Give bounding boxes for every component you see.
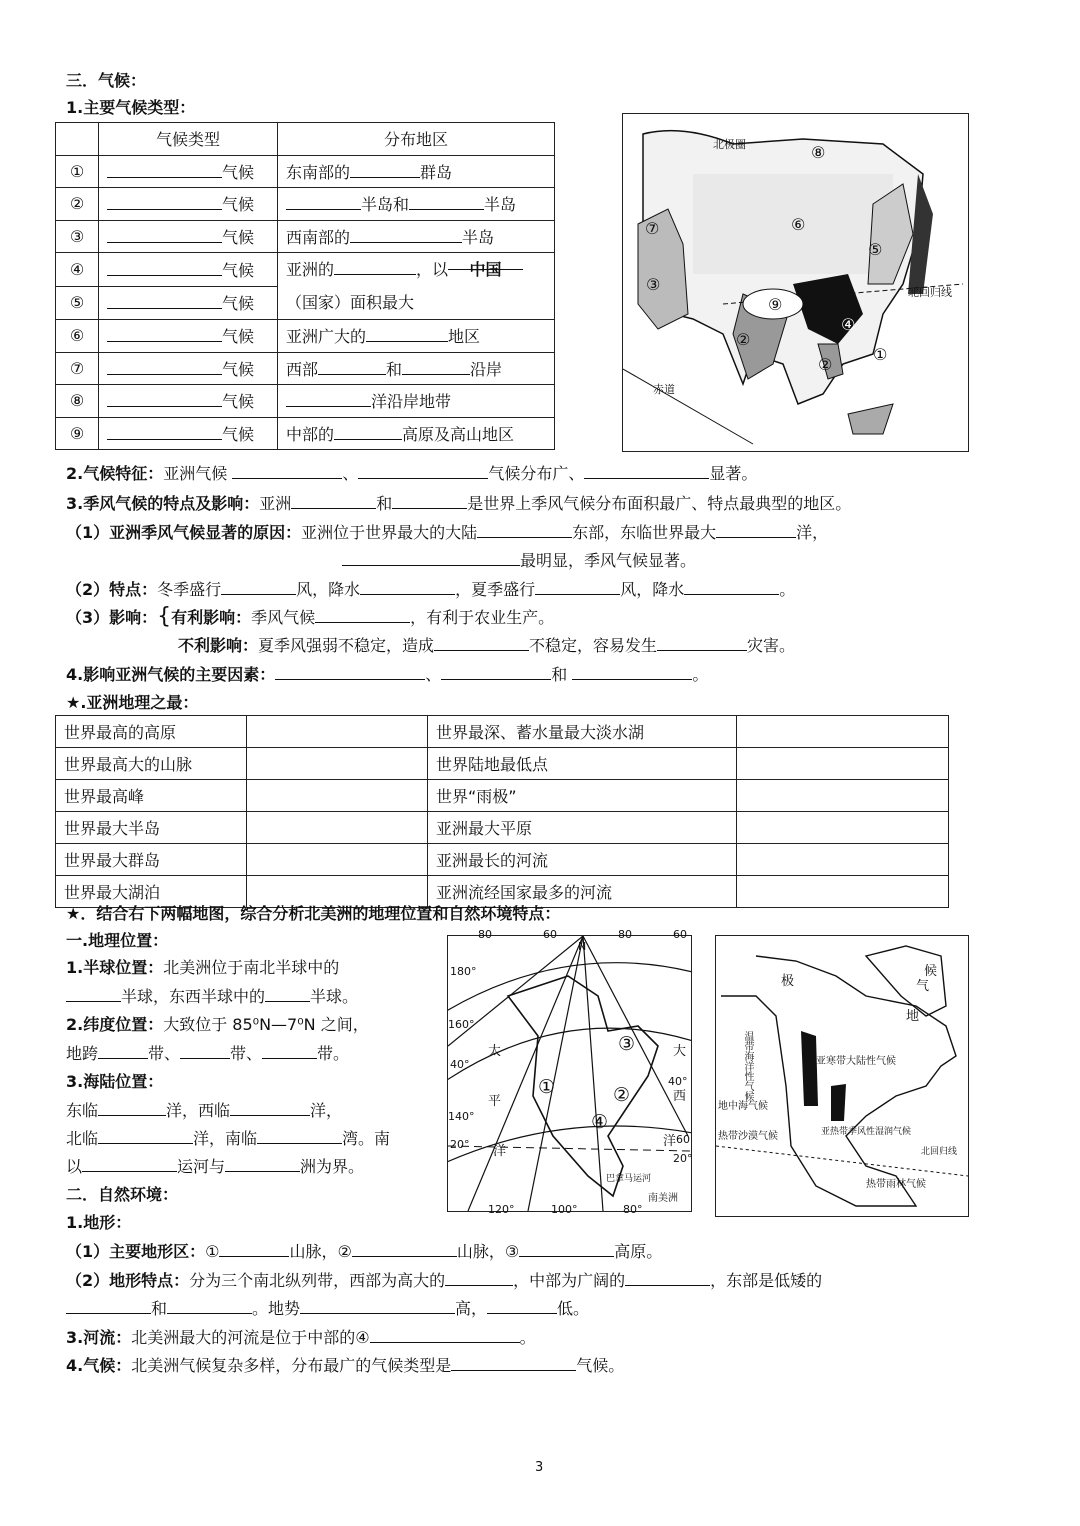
lat-line <box>66 1014 369 1036</box>
text: 亚洲的 <box>286 260 335 279</box>
na-title: ★．结合右下两幅地图，综合分析北美洲的地理位置和自然环境特点： <box>66 904 561 923</box>
text: 冬季盛行 <box>157 580 222 599</box>
text: 运河与 <box>177 1157 226 1176</box>
table-row <box>56 352 555 385</box>
text: 高原。 <box>614 1242 663 1261</box>
map-label: ② <box>736 330 751 349</box>
map-label: 80 <box>478 928 492 941</box>
text: 地跨 <box>66 1044 99 1063</box>
subsection-title: 1.主要气候类型： <box>66 98 196 117</box>
q3-reason <box>66 521 828 544</box>
page-number: 3 <box>535 1460 544 1475</box>
text: 北美洲最大的河流是位于中部的④ <box>131 1328 370 1347</box>
header-region: 分布地区 <box>278 123 555 156</box>
row-number: ② <box>56 188 99 221</box>
map-label: 60 <box>673 928 687 941</box>
map-label: ⑦ <box>645 219 660 238</box>
climate-line <box>66 1354 624 1377</box>
map-label: 地中海气候 <box>718 1101 768 1112</box>
text: 带、 <box>230 1044 263 1063</box>
text: 。 <box>519 1328 536 1347</box>
table-row <box>56 417 555 450</box>
map-label: 60 <box>543 928 557 941</box>
map-label: 地 <box>906 1009 920 1024</box>
q-head: 3.季风气候的特点及影响： <box>66 494 260 513</box>
q-head: 2.纬度位置： <box>66 1015 164 1034</box>
text: 亚洲广大的 <box>286 327 367 347</box>
q3-features <box>66 578 795 601</box>
north-america-location-map <box>447 928 693 1216</box>
text: 分为三个南北纵列带，西部为高大的 <box>189 1271 446 1290</box>
cell: 亚洲最大平原 <box>428 812 737 844</box>
na-s1: 一.地理位置： <box>66 931 169 950</box>
text: 西南部的 <box>286 227 351 247</box>
map-label: 大 <box>673 1044 687 1059</box>
cell: 世界最高大的山脉 <box>56 748 247 780</box>
text: 半岛 <box>484 195 517 215</box>
cell: 世界陆地最低点 <box>428 748 737 780</box>
map-label: 巴拿马运河 <box>606 1174 652 1184</box>
text: 。地势 <box>252 1299 301 1318</box>
row-number: ⑥ <box>56 320 99 353</box>
text: ，以 <box>416 260 449 279</box>
text: 半岛 <box>462 227 495 247</box>
table-row <box>56 780 949 812</box>
text: 和 <box>151 1299 168 1318</box>
map-label: 20° <box>673 1152 693 1165</box>
brace: { <box>157 604 172 629</box>
map-label: 热带雨林气候 <box>866 1179 926 1190</box>
q-head: 不利影响： <box>178 636 259 655</box>
cell: 世界最大群岛 <box>56 844 247 876</box>
text: （国家）面积最大 <box>286 293 415 312</box>
text: 夏季风强弱不稳定，造成 <box>258 636 435 655</box>
map-label: 180° <box>450 965 477 978</box>
terrain-line3 <box>66 1297 589 1320</box>
hemi-line <box>66 957 339 979</box>
map-label: 西 <box>673 1089 687 1104</box>
text: 山脉，③ <box>456 1242 520 1261</box>
text: 低。 <box>557 1299 590 1318</box>
text: 湾。南 <box>342 1129 391 1148</box>
map-label: ① <box>873 345 888 364</box>
sea-line3 <box>66 1155 364 1178</box>
map-label: 极 <box>781 974 795 989</box>
q-head: 4.气候： <box>66 1356 132 1375</box>
text: 东临 <box>66 1101 99 1120</box>
map-label: 160° <box>448 1018 475 1031</box>
asia-climate-map <box>622 113 969 452</box>
cell: 世界最深、蓄水量最大淡水湖 <box>428 716 737 748</box>
text: 洋沿岸地带 <box>371 392 452 412</box>
q-head: （3）影响： <box>66 608 158 627</box>
map-label: ② <box>613 1084 631 1106</box>
sea-line1 <box>66 1099 342 1122</box>
text: ① <box>205 1242 220 1261</box>
text: 风，降水 <box>296 580 361 599</box>
map-label: 南美洲 <box>648 1193 678 1204</box>
terrain-head: 1.地形： <box>66 1213 132 1232</box>
map-label: ② <box>818 355 833 374</box>
q-head: 2.气候特征： <box>66 464 164 483</box>
text: 山脉，② <box>289 1242 352 1261</box>
north-america-climate-map <box>715 935 969 1217</box>
table-row <box>56 385 555 418</box>
cell: 世界最高峰 <box>56 780 247 812</box>
filled-answer: 中国 <box>448 253 523 270</box>
map-label: 洋 <box>663 1134 677 1149</box>
records-title: ★.亚洲地理之最： <box>66 693 199 712</box>
terrain-line1 <box>66 1240 662 1263</box>
text: 最明显，季风气候显著。 <box>520 551 697 570</box>
map-label: ③ <box>618 1033 636 1055</box>
map-label-arctic: 北极圈 <box>713 138 746 151</box>
map-label: ④ <box>841 315 856 334</box>
q3-impact-neg <box>178 634 795 657</box>
text: 。 <box>779 580 796 599</box>
map-label: ⑨ <box>768 295 783 314</box>
suffix: 气候 <box>222 260 255 280</box>
suffix: 气候 <box>222 294 255 314</box>
map-label: 100° <box>551 1203 578 1216</box>
q-head: 4.影响亚洲气候的主要因素： <box>66 665 276 684</box>
map-label: N <box>578 940 587 953</box>
text: 带、 <box>148 1044 181 1063</box>
text: 亚洲 <box>259 494 292 513</box>
q-head: （2）特点： <box>66 580 158 599</box>
map-label: 80° <box>623 1203 643 1216</box>
text: 亚洲位于世界最大的大陆 <box>301 523 478 542</box>
map-label: 亚寒带大陆性气候 <box>816 1056 896 1067</box>
q-head: 有利影响： <box>171 608 252 627</box>
map-label: 60 <box>676 1133 690 1146</box>
text: ，东部是低矮的 <box>710 1271 823 1290</box>
text: 和 <box>376 494 393 513</box>
map-label: 北回归线 <box>921 1147 958 1157</box>
text: 东部，东临世界最大 <box>572 523 717 542</box>
q-head: （1）主要地形区： <box>66 1242 206 1261</box>
map-label: 热带沙漠气候 <box>718 1131 778 1142</box>
text: 和 <box>551 665 568 684</box>
header-climate-type: 气候类型 <box>99 123 278 156</box>
suffix: 气候 <box>222 227 255 247</box>
table-row <box>56 155 555 188</box>
map-label: 40° <box>450 1058 470 1071</box>
row-number: ① <box>56 155 99 188</box>
suffix: 气候 <box>222 424 255 444</box>
q-head: 1.半球位置： <box>66 958 164 977</box>
suffix: 气候 <box>222 327 255 347</box>
row-number: ⑤ <box>56 286 99 320</box>
q3-line <box>66 492 851 515</box>
table-row <box>56 812 949 844</box>
text: ，中部为广阔的 <box>513 1271 626 1290</box>
q-head: （1）亚洲季风气候显著的原因： <box>66 523 302 542</box>
text: 洋， <box>796 523 829 542</box>
row-number: ③ <box>56 220 99 253</box>
map-label: 120° <box>488 1203 515 1216</box>
suffix: 气候 <box>222 162 255 182</box>
climate-types-table <box>55 122 555 450</box>
map-label: 80 <box>618 928 632 941</box>
text: 半球。 <box>310 987 359 1006</box>
sea-head: 3.海陆位置： <box>66 1072 164 1091</box>
na-s2: 二．自然环境： <box>66 1185 179 1204</box>
asia-records-table <box>55 715 949 908</box>
text: ，有利于农业生产。 <box>410 608 555 627</box>
text: 和 <box>386 359 403 379</box>
suffix: 气候 <box>222 359 255 379</box>
map-label: 温带海洋性气候 <box>742 1031 753 1101</box>
q3-impact <box>66 606 554 629</box>
map-label: 候 <box>924 964 938 979</box>
text: 、 <box>425 665 442 684</box>
map-label-tropic: 北回归线 <box>908 286 952 299</box>
map-label: ③ <box>646 275 661 294</box>
map-label: ① <box>538 1076 556 1098</box>
text: 季风气候 <box>251 608 316 627</box>
sea-line2 <box>66 1127 390 1150</box>
map-label-equator: 赤道 <box>653 383 675 396</box>
map-label: 140° <box>448 1110 475 1123</box>
text: 半岛和 <box>361 195 410 215</box>
text: 大致位于 85⁰N—7⁰N 之间， <box>163 1015 369 1034</box>
text: 沿岸 <box>470 359 503 379</box>
row-number: ⑦ <box>56 352 99 385</box>
text: 高， <box>455 1299 488 1318</box>
map-label: 太 <box>488 1044 502 1059</box>
text: 洋，西临 <box>166 1101 231 1120</box>
q4-line <box>66 663 708 686</box>
map-label: 洋 <box>493 1144 507 1159</box>
map-label: 平 <box>488 1094 502 1109</box>
map-label: 20° <box>450 1138 470 1151</box>
text: 洲为界。 <box>300 1157 365 1176</box>
text: 西部 <box>286 359 319 379</box>
table-row <box>56 253 555 287</box>
terrain-line2 <box>66 1269 822 1292</box>
lat-line2 <box>66 1042 349 1065</box>
text: 不稳定，容易发生 <box>529 636 658 655</box>
text: 东南部的 <box>286 162 351 182</box>
map-label: ⑤ <box>868 240 883 259</box>
cell: 世界“雨极” <box>428 780 737 812</box>
suffix: 气候 <box>222 392 255 412</box>
table-row <box>56 716 949 748</box>
map-label: 气 <box>916 979 930 994</box>
cell: 亚洲流经国家最多的河流 <box>428 876 737 908</box>
table-row <box>56 220 555 253</box>
map-label: ⑥ <box>791 215 806 234</box>
cell: 亚洲最长的河流 <box>428 844 737 876</box>
q2-line <box>66 462 757 485</box>
text: 、 <box>342 464 359 483</box>
cell: 世界最大半岛 <box>56 812 247 844</box>
table-row <box>56 320 555 353</box>
text: 带。 <box>317 1044 350 1063</box>
text: 洋，南临 <box>193 1129 258 1148</box>
text: 以 <box>66 1157 83 1176</box>
table-row <box>56 844 949 876</box>
text: 北美洲位于南北半球中的 <box>163 958 340 977</box>
river-line <box>66 1326 536 1349</box>
text: 亚洲气候 <box>163 464 228 483</box>
text: 群岛 <box>420 162 453 182</box>
text: 气候分布广、 <box>488 464 585 483</box>
map-label: ⑧ <box>811 143 826 162</box>
text: 半球，东西半球中的 <box>121 987 266 1006</box>
row-number: ④ <box>56 253 99 287</box>
row-number: ⑨ <box>56 417 99 450</box>
map-label: 亚热带季风性湿润气候 <box>821 1127 912 1137</box>
map-label: ④ <box>591 1111 609 1133</box>
text: 显著。 <box>709 464 758 483</box>
text: 风，降水 <box>620 580 685 599</box>
text: 是世界上季风气候分布面积最广、特点最典型的地区。 <box>467 494 852 513</box>
row-number: ⑧ <box>56 385 99 418</box>
q3-reason-cont <box>342 549 696 572</box>
text: 。 <box>692 665 709 684</box>
table-row <box>56 188 555 221</box>
q-head: 3.河流： <box>66 1328 132 1347</box>
text: 高原及高山地区 <box>402 424 515 444</box>
text: 洋， <box>310 1101 343 1120</box>
table-row <box>56 748 949 780</box>
section-title: 三．气候： <box>66 71 147 90</box>
hemi-line2 <box>66 985 358 1008</box>
cell: 世界最高的高原 <box>56 716 247 748</box>
q-head: （2）地形特点： <box>66 1271 190 1290</box>
na-map-drawing <box>448 936 691 1211</box>
map-label: 40° <box>668 1075 688 1088</box>
text: 中部的 <box>286 424 335 444</box>
text: 气候。 <box>576 1356 625 1375</box>
cell: 世界最大湖泊 <box>56 876 247 908</box>
text: 灾害。 <box>747 636 796 655</box>
suffix: 气候 <box>222 195 255 215</box>
text: ，夏季盛行 <box>455 580 536 599</box>
text: 北临 <box>66 1129 99 1148</box>
text: 地区 <box>448 327 481 347</box>
text: 北美洲气候复杂多样，分布最广的气候类型是 <box>131 1356 452 1375</box>
table-header-row <box>56 123 555 156</box>
